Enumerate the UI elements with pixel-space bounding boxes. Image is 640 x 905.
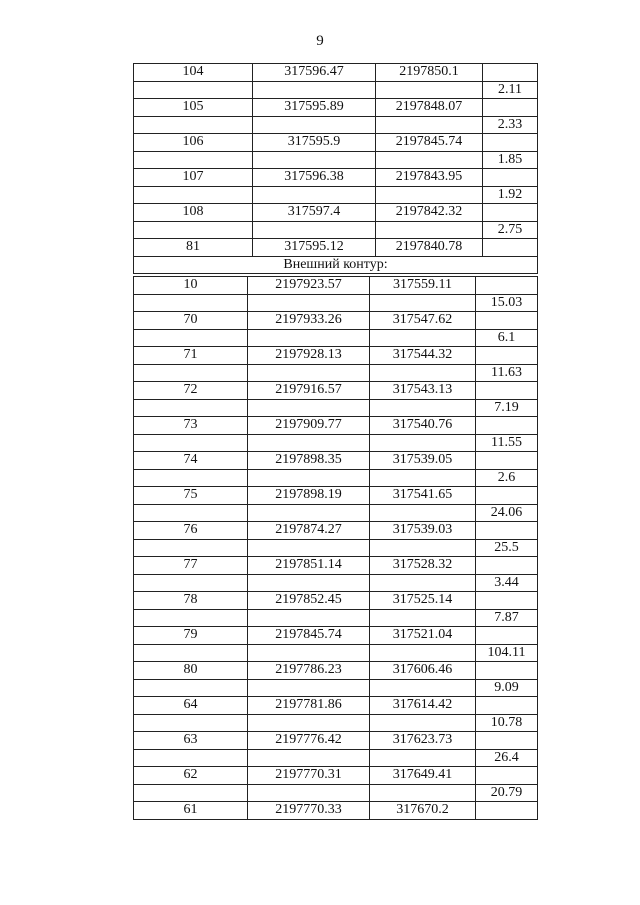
table-row (134, 434, 538, 452)
coord-a-cell: 2197781.86 (248, 697, 370, 715)
coord-a-cell: 2197874.27 (248, 522, 370, 540)
table-row (134, 539, 538, 557)
distance-cell: 1.85 (483, 151, 538, 169)
coord-a-cell (248, 364, 370, 382)
coord-b-cell (370, 329, 476, 347)
point-cell: 10 (134, 277, 248, 295)
point-cell: 105 (134, 99, 253, 117)
coord-b-cell: 317547.62 (370, 312, 476, 330)
point-cell (134, 469, 248, 487)
coord-a-cell (248, 679, 370, 697)
coord-a-cell: 2197933.26 (248, 312, 370, 330)
coord-a-cell (248, 434, 370, 452)
table-row (134, 382, 538, 400)
distance-cell (476, 417, 538, 435)
table-row (134, 767, 538, 785)
distance-cell (483, 99, 538, 117)
coord-a-cell: 2197916.57 (248, 382, 370, 400)
table-row (134, 399, 538, 417)
point-cell: 104 (134, 64, 253, 82)
coord-a-cell: 317596.47 (253, 64, 376, 82)
table-row (134, 679, 538, 697)
coord-a-cell: 2197770.31 (248, 767, 370, 785)
table-row (134, 417, 538, 435)
point-cell (134, 364, 248, 382)
distance-cell (483, 134, 538, 152)
coord-b-cell (376, 221, 483, 239)
coord-a-cell: 2197786.23 (248, 662, 370, 680)
coord-b-cell: 317670.2 (370, 802, 476, 820)
distance-cell: 25.5 (476, 539, 538, 557)
coord-a-cell: 2197852.45 (248, 592, 370, 610)
table-row (134, 557, 538, 575)
distance-cell: 11.55 (476, 434, 538, 452)
coord-b-cell: 2197843.95 (376, 169, 483, 187)
coord-b-cell: 317528.32 (370, 557, 476, 575)
distance-cell: 2.11 (483, 81, 538, 99)
coord-b-cell (370, 504, 476, 522)
coord-a-cell: 317595.12 (253, 239, 376, 257)
table-row (134, 469, 538, 487)
point-cell (134, 679, 248, 697)
point-cell (134, 434, 248, 452)
distance-cell: 6.1 (476, 329, 538, 347)
coord-b-cell (370, 574, 476, 592)
coord-a-cell (253, 81, 376, 99)
point-cell: 108 (134, 204, 253, 222)
point-cell: 77 (134, 557, 248, 575)
coord-b-cell: 317541.65 (370, 487, 476, 505)
coord-a-cell: 317597.4 (253, 204, 376, 222)
distance-cell (476, 557, 538, 575)
section-header-row (134, 256, 538, 273)
point-cell: 78 (134, 592, 248, 610)
table-row (134, 347, 538, 365)
distance-cell: 10.78 (476, 714, 538, 732)
distance-cell: 3.44 (476, 574, 538, 592)
coord-a-cell (248, 784, 370, 802)
coord-a-cell (248, 469, 370, 487)
coord-b-cell (370, 294, 476, 312)
coord-b-cell: 317544.32 (370, 347, 476, 365)
distance-cell (476, 767, 538, 785)
coord-a-cell (248, 539, 370, 557)
coord-a-cell (253, 186, 376, 204)
coord-b-cell (370, 749, 476, 767)
table-row (134, 697, 538, 715)
coord-b-cell: 2197848.07 (376, 99, 483, 117)
coord-a-cell: 2197770.33 (248, 802, 370, 820)
distance-cell: 9.09 (476, 679, 538, 697)
point-cell (134, 504, 248, 522)
coord-b-cell: 317623.73 (370, 732, 476, 750)
coord-a-cell (248, 399, 370, 417)
table-row (134, 186, 538, 204)
point-cell (134, 749, 248, 767)
distance-cell: 20.79 (476, 784, 538, 802)
distance-cell: 2.75 (483, 221, 538, 239)
point-cell (134, 329, 248, 347)
table-row (134, 329, 538, 347)
distance-cell (476, 522, 538, 540)
coord-b-cell (370, 784, 476, 802)
coord-b-cell (376, 81, 483, 99)
section-header: Внешний контур: (134, 256, 538, 273)
coord-b-cell: 317649.41 (370, 767, 476, 785)
distance-cell (476, 347, 538, 365)
table-row (134, 802, 538, 820)
coord-a-cell: 317595.89 (253, 99, 376, 117)
point-cell (134, 784, 248, 802)
coord-a-cell (248, 329, 370, 347)
coord-b-cell: 2197840.78 (376, 239, 483, 257)
point-cell (134, 81, 253, 99)
point-cell: 61 (134, 802, 248, 820)
table-row (134, 364, 538, 382)
table-row (134, 64, 538, 82)
distance-cell (476, 627, 538, 645)
coord-b-cell (370, 609, 476, 627)
point-cell: 64 (134, 697, 248, 715)
distance-cell (476, 732, 538, 750)
point-cell (134, 574, 248, 592)
point-cell (134, 221, 253, 239)
distance-cell (476, 592, 538, 610)
point-cell (134, 294, 248, 312)
distance-cell: 11.63 (476, 364, 538, 382)
distance-cell (476, 382, 538, 400)
distance-cell: 7.87 (476, 609, 538, 627)
coord-b-cell (370, 469, 476, 487)
point-cell (134, 644, 248, 662)
distance-cell (483, 169, 538, 187)
table-row (134, 714, 538, 732)
coord-b-cell (370, 399, 476, 417)
table-row (134, 277, 538, 295)
distance-cell: 2.33 (483, 116, 538, 134)
table-row (134, 662, 538, 680)
table-row (134, 312, 538, 330)
point-cell: 79 (134, 627, 248, 645)
distance-cell: 1.92 (483, 186, 538, 204)
coord-a-cell: 317596.38 (253, 169, 376, 187)
coord-b-cell: 317539.05 (370, 452, 476, 470)
table-row (134, 732, 538, 750)
point-cell: 80 (134, 662, 248, 680)
coord-a-cell: 317595.9 (253, 134, 376, 152)
coord-b-cell (370, 434, 476, 452)
point-cell (134, 539, 248, 557)
distance-cell (476, 697, 538, 715)
table-row (134, 574, 538, 592)
coord-a-cell: 2197776.42 (248, 732, 370, 750)
coord-a-cell (253, 116, 376, 134)
table-row (134, 644, 538, 662)
point-cell: 76 (134, 522, 248, 540)
distance-cell (476, 312, 538, 330)
coord-b-cell: 317614.42 (370, 697, 476, 715)
table-row (134, 627, 538, 645)
distance-cell (476, 802, 538, 820)
point-cell: 74 (134, 452, 248, 470)
coord-a-cell: 2197898.19 (248, 487, 370, 505)
coord-a-cell (248, 574, 370, 592)
coord-b-cell (376, 186, 483, 204)
coord-b-cell (370, 364, 476, 382)
coord-a-cell (253, 151, 376, 169)
table-row (134, 609, 538, 627)
coord-b-cell: 2197842.32 (376, 204, 483, 222)
distance-cell (483, 64, 538, 82)
table-row (134, 504, 538, 522)
point-cell: 72 (134, 382, 248, 400)
distance-cell: 2.6 (476, 469, 538, 487)
point-cell (134, 186, 253, 204)
distance-cell (483, 239, 538, 257)
coord-a-cell (248, 504, 370, 522)
coord-b-cell (370, 679, 476, 697)
point-cell: 107 (134, 169, 253, 187)
point-cell (134, 609, 248, 627)
coord-b-cell: 317606.46 (370, 662, 476, 680)
distance-cell (483, 204, 538, 222)
coord-b-cell: 2197850.1 (376, 64, 483, 82)
coord-b-cell: 317539.03 (370, 522, 476, 540)
coord-a-cell (248, 609, 370, 627)
coord-b-cell: 317521.04 (370, 627, 476, 645)
coord-a-cell: 2197845.74 (248, 627, 370, 645)
point-cell (134, 399, 248, 417)
table-row (134, 522, 538, 540)
table-row (134, 151, 538, 169)
upper-table-body (134, 64, 538, 257)
page-number: 9 (316, 33, 324, 49)
coord-a-cell (248, 714, 370, 732)
distance-cell (476, 277, 538, 295)
coord-a-cell: 2197898.35 (248, 452, 370, 470)
coord-b-cell: 317559.11 (370, 277, 476, 295)
distance-cell: 24.06 (476, 504, 538, 522)
table-row (134, 784, 538, 802)
coord-b-cell (376, 116, 483, 134)
table-row (134, 452, 538, 470)
point-cell (134, 151, 253, 169)
coord-a-cell (253, 221, 376, 239)
coord-a-cell (248, 749, 370, 767)
table-row (134, 99, 538, 117)
distance-cell (476, 662, 538, 680)
coord-b-cell (376, 151, 483, 169)
coord-b-cell: 317525.14 (370, 592, 476, 610)
distance-cell: 26.4 (476, 749, 538, 767)
point-cell: 62 (134, 767, 248, 785)
distance-cell (476, 487, 538, 505)
table-row (134, 294, 538, 312)
table-row (134, 749, 538, 767)
table-row (134, 221, 538, 239)
coord-a-cell: 2197923.57 (248, 277, 370, 295)
coord-a-cell (248, 294, 370, 312)
coord-b-cell: 2197845.74 (376, 134, 483, 152)
coord-a-cell: 2197909.77 (248, 417, 370, 435)
table-row (134, 169, 538, 187)
distance-cell: 104.11 (476, 644, 538, 662)
distance-cell (476, 452, 538, 470)
coord-b-cell (370, 714, 476, 732)
distance-cell: 7.19 (476, 399, 538, 417)
point-cell: 70 (134, 312, 248, 330)
table-row (134, 81, 538, 99)
point-cell: 63 (134, 732, 248, 750)
coord-b-cell (370, 539, 476, 557)
table-row (134, 116, 538, 134)
coord-b-cell: 317543.13 (370, 382, 476, 400)
outer-contour-table (133, 276, 538, 820)
table-row (134, 134, 538, 152)
coord-a-cell (248, 644, 370, 662)
coord-a-cell: 2197928.13 (248, 347, 370, 365)
point-cell: 73 (134, 417, 248, 435)
distance-cell: 15.03 (476, 294, 538, 312)
coord-b-cell: 317540.76 (370, 417, 476, 435)
point-cell: 75 (134, 487, 248, 505)
point-cell (134, 714, 248, 732)
upper-coordinates-table (133, 63, 538, 274)
coord-b-cell (370, 644, 476, 662)
table-row (134, 239, 538, 257)
lower-table-body (134, 277, 538, 820)
point-cell: 106 (134, 134, 253, 152)
coord-a-cell: 2197851.14 (248, 557, 370, 575)
table-row (134, 204, 538, 222)
point-cell (134, 116, 253, 134)
point-cell: 71 (134, 347, 248, 365)
table-row (134, 592, 538, 610)
table-row (134, 487, 538, 505)
point-cell: 81 (134, 239, 253, 257)
